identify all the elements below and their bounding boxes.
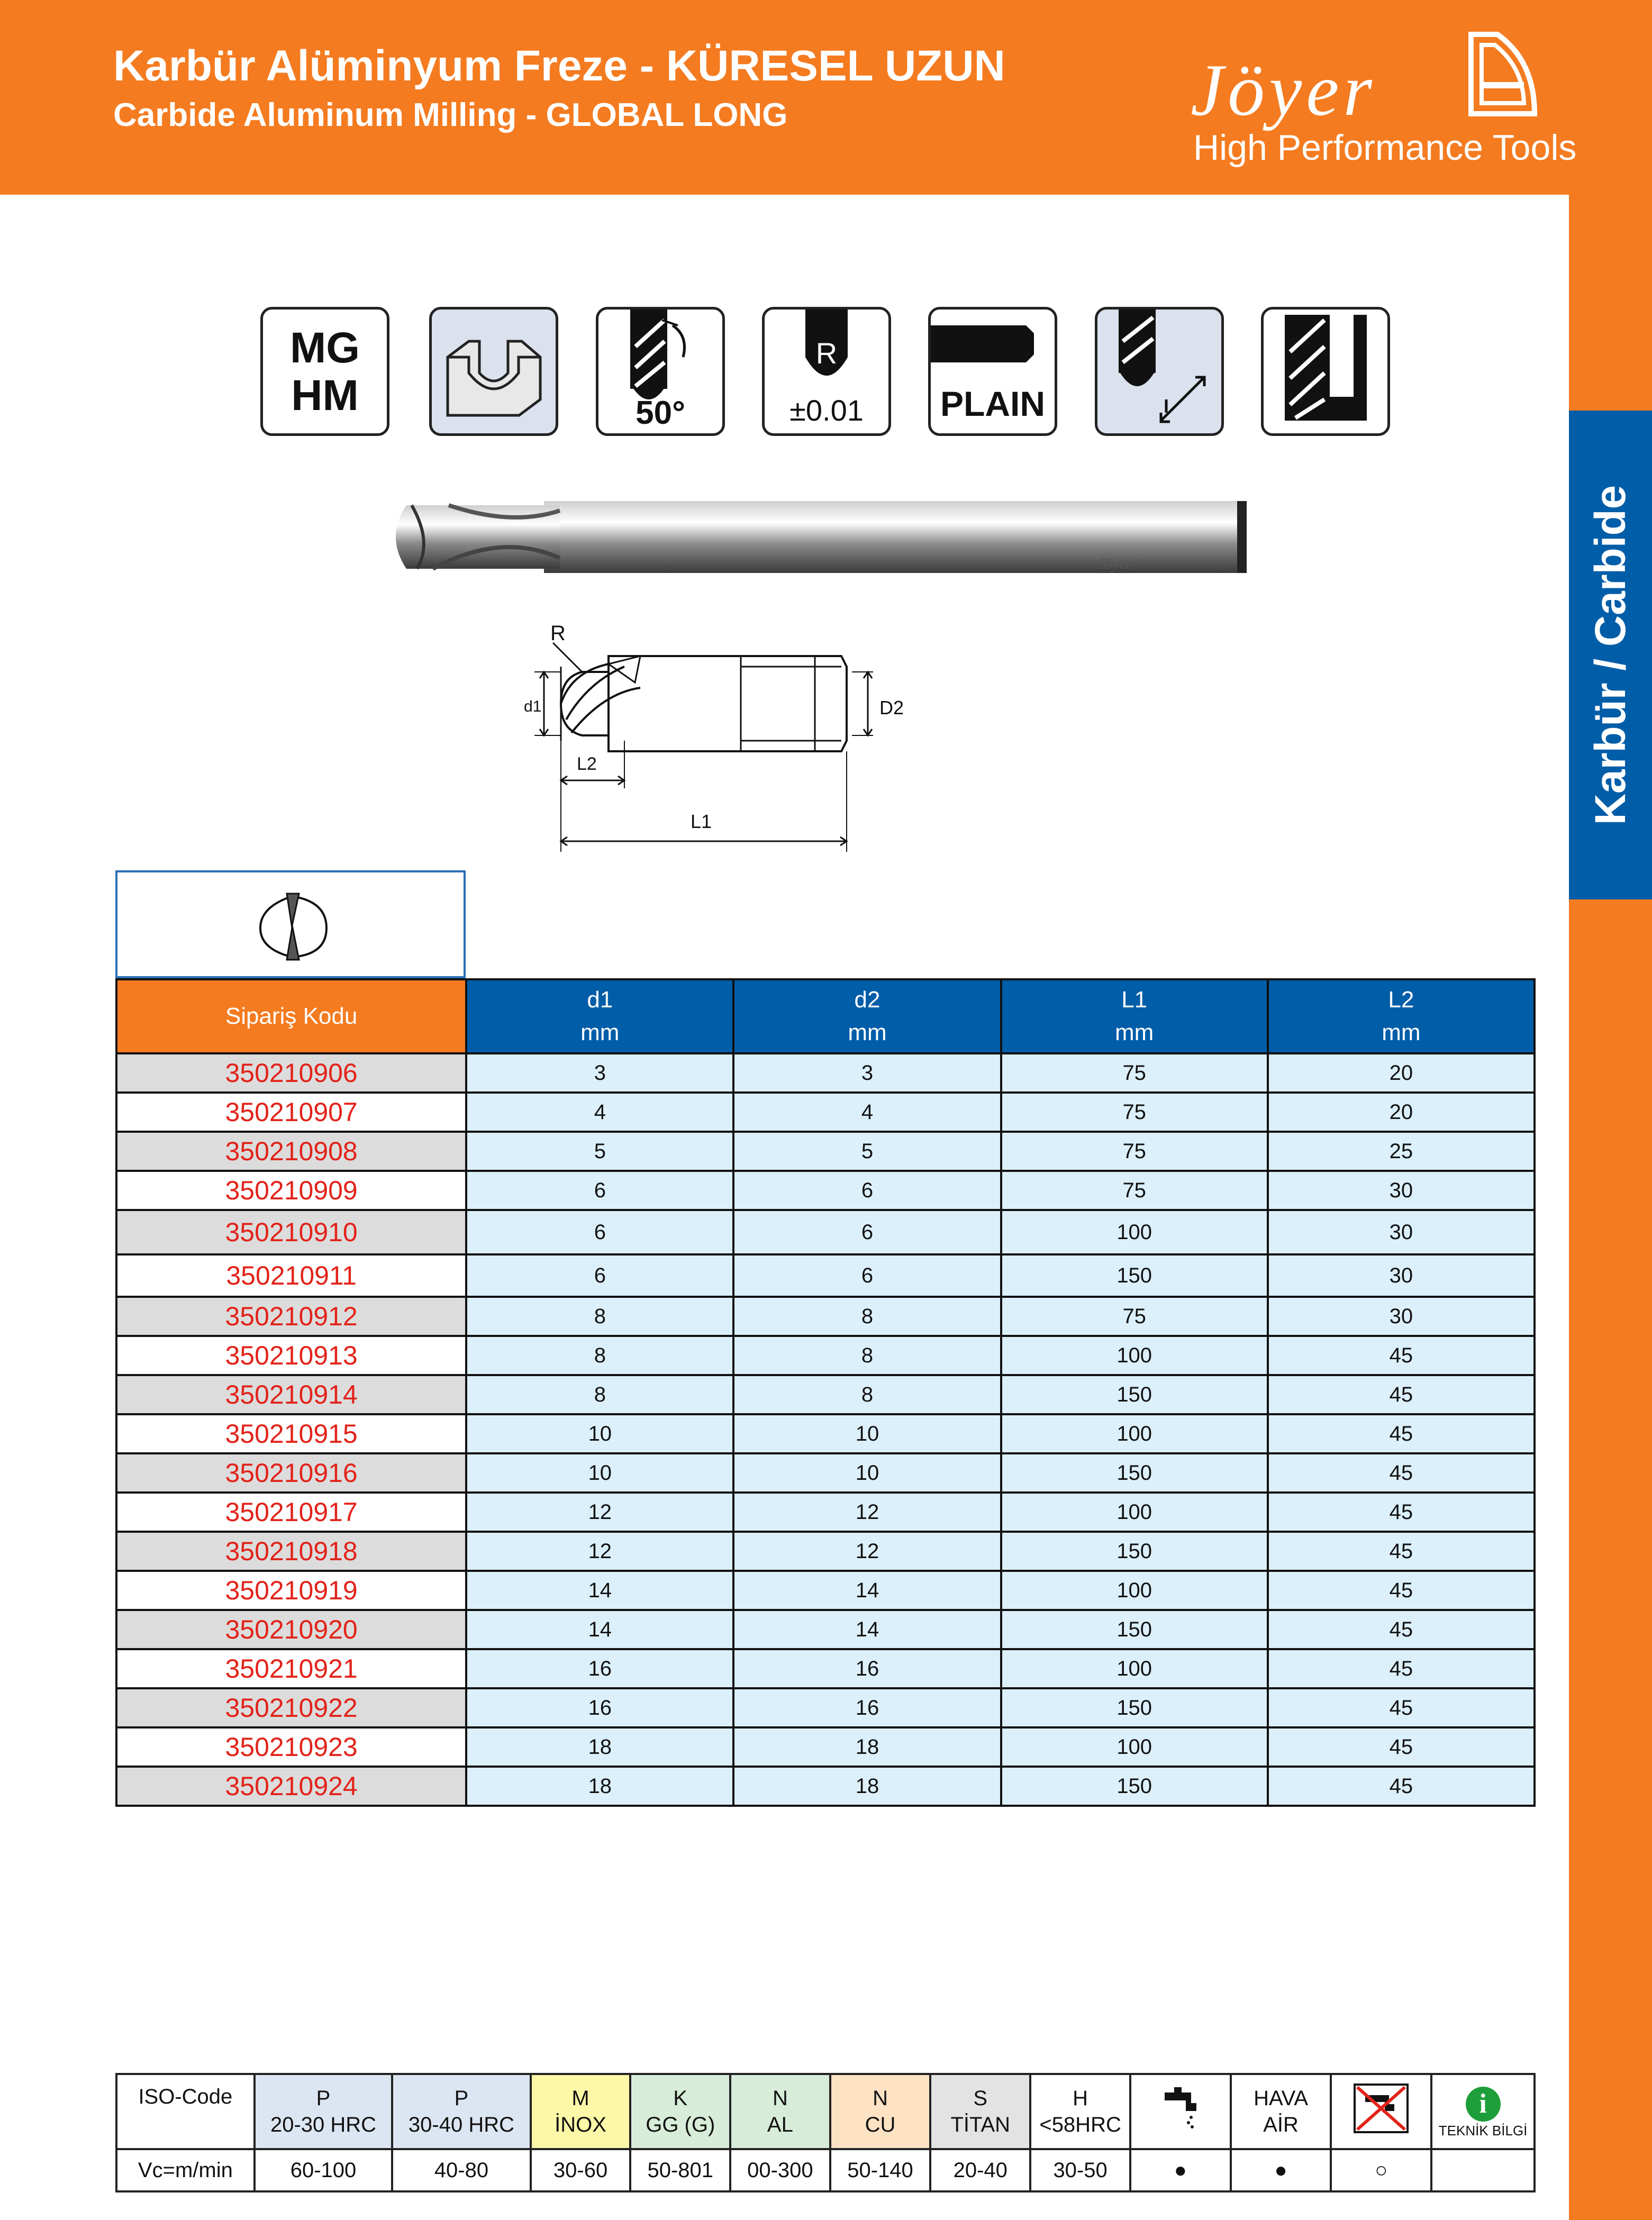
- header-banner: [0, 0, 1652, 195]
- product-table: [115, 978, 1536, 1807]
- order-code-header: Sipariş Kodu: [116, 979, 466, 1053]
- photo-engraving: Jöyer: [1097, 555, 1132, 572]
- d2-value: 4: [733, 1093, 1001, 1132]
- d2-value: 14: [733, 1571, 1001, 1610]
- l2-value: 45: [1268, 1649, 1535, 1688]
- table-row: [116, 1053, 1535, 1093]
- iso-vc-row: [116, 2149, 1535, 2191]
- plain-shank-icon: [928, 307, 1057, 436]
- table-row: [116, 1571, 1535, 1610]
- order-code: 350210920: [116, 1610, 466, 1649]
- multi-direction-milling-icon: [1095, 307, 1224, 436]
- l1-value: 100: [1001, 1414, 1268, 1453]
- diagram-r-label: R: [550, 622, 566, 645]
- iso-m-inox: M İNOX: [531, 2074, 631, 2149]
- diagram-d2-label: D2: [879, 697, 904, 718]
- l1-value: 75: [1001, 1053, 1268, 1093]
- order-code: 350210913: [116, 1336, 466, 1375]
- iso-h-hard: H <58HRC: [1030, 2074, 1130, 2149]
- d2-value: 8: [733, 1375, 1001, 1414]
- l1-value: 150: [1001, 1767, 1268, 1806]
- l2-header: L2 mm: [1268, 979, 1535, 1053]
- table-row: [116, 1727, 1535, 1767]
- coolant-mark: ●: [1130, 2149, 1231, 2191]
- info-cell[interactable]: [1431, 2074, 1535, 2149]
- vc-value: 00-300: [730, 2149, 830, 2191]
- helix-angle-icon: [596, 307, 725, 436]
- d2-value: 8: [733, 1297, 1001, 1336]
- d2-value: 18: [733, 1727, 1001, 1767]
- l1-value: 100: [1001, 1210, 1268, 1254]
- d2-header: d2 mm: [733, 979, 1001, 1053]
- order-code: 350210917: [116, 1493, 466, 1532]
- vc-value: 50-140: [830, 2149, 931, 2191]
- d1-value: 6: [466, 1254, 733, 1297]
- table-row: [116, 1210, 1535, 1254]
- d1-value: 10: [466, 1453, 733, 1493]
- vc-value: 60-100: [255, 2149, 392, 2191]
- d1-value: 18: [466, 1767, 733, 1806]
- l2-value: 45: [1268, 1688, 1535, 1727]
- d2-value: 16: [733, 1688, 1001, 1727]
- l1-header: L1 mm: [1001, 979, 1268, 1053]
- l1-value: 75: [1001, 1132, 1268, 1171]
- l2-value: 45: [1268, 1414, 1535, 1453]
- d1-value: 12: [466, 1532, 733, 1571]
- table-row: [116, 1688, 1535, 1727]
- table-header-row: [116, 979, 1535, 1053]
- table-row: [116, 1297, 1535, 1336]
- air-mark: ●: [1231, 2149, 1331, 2191]
- table-row: [116, 1336, 1535, 1375]
- l1-value: 75: [1001, 1093, 1268, 1132]
- dry-cell: [1331, 2074, 1431, 2149]
- table-row: [116, 1493, 1535, 1532]
- info-label: TEKNİK BİLGİ: [1438, 2123, 1528, 2139]
- iso-n-al: N AL: [730, 2074, 830, 2149]
- d1-value: 8: [466, 1336, 733, 1375]
- diagram-l1-label: L1: [691, 811, 712, 832]
- l2-value: 30: [1268, 1254, 1535, 1297]
- material-mg-hm-icon: [260, 307, 389, 436]
- l2-value: 45: [1268, 1767, 1535, 1806]
- d1-value: 16: [466, 1688, 733, 1727]
- d2-value: 10: [733, 1453, 1001, 1493]
- d1-value: 16: [466, 1649, 733, 1688]
- info-icon[interactable]: i: [1466, 2087, 1501, 2122]
- brand-logo-icon: [1466, 29, 1540, 119]
- l2-value: 30: [1268, 1210, 1535, 1254]
- slot-groove-icon: [429, 307, 558, 436]
- d2-value: 8: [733, 1336, 1001, 1375]
- order-code: 350210909: [116, 1171, 466, 1210]
- radius-tolerance-label: ±0.01: [789, 394, 864, 427]
- d1-value: 6: [466, 1210, 733, 1254]
- l1-value: 150: [1001, 1453, 1268, 1493]
- vc-label: Vc=m/min: [116, 2149, 255, 2191]
- l1-value: 100: [1001, 1727, 1268, 1767]
- l1-value: 100: [1001, 1649, 1268, 1688]
- helix-angle-label: 50°: [636, 395, 685, 431]
- order-code: 350210921: [116, 1649, 466, 1688]
- l2-value: 25: [1268, 1132, 1535, 1171]
- l2-value: 45: [1268, 1336, 1535, 1375]
- order-code: 350210907: [116, 1093, 466, 1132]
- d1-value: 5: [466, 1132, 733, 1171]
- l2-value: 45: [1268, 1727, 1535, 1767]
- order-code: 350210911: [116, 1254, 466, 1297]
- iso-material-row: [116, 2074, 1535, 2149]
- order-code: 350210918: [116, 1532, 466, 1571]
- radius-letter: R: [815, 336, 838, 370]
- material-line-1: MG: [289, 324, 360, 372]
- tool-dimension-diagram: [503, 614, 1138, 857]
- l2-value: 45: [1268, 1532, 1535, 1571]
- table-row: [116, 1171, 1535, 1210]
- d1-value: 4: [466, 1093, 733, 1132]
- coolant-tap-icon: [1159, 2085, 1202, 2132]
- l2-value: 45: [1268, 1571, 1535, 1610]
- coolant-cell: [1130, 2074, 1231, 2149]
- d2-value: 6: [733, 1210, 1001, 1254]
- no-coolant-icon: [1352, 2082, 1410, 2135]
- table-row: [116, 1375, 1535, 1414]
- d2-value: 5: [733, 1132, 1001, 1171]
- info-blank: [1431, 2149, 1535, 2191]
- diagram-l2-label: L2: [577, 754, 597, 774]
- d2-value: 16: [733, 1649, 1001, 1688]
- l1-value: 150: [1001, 1688, 1268, 1727]
- iso-cutting-table: [115, 2073, 1536, 2192]
- d2-value: 14: [733, 1610, 1001, 1649]
- order-code: 350210912: [116, 1297, 466, 1336]
- table-row: [116, 1132, 1535, 1171]
- d1-value: 14: [466, 1610, 733, 1649]
- iso-s-titan: S TİTAN: [930, 2074, 1030, 2149]
- order-code: 350210914: [116, 1375, 466, 1414]
- d1-value: 3: [466, 1053, 733, 1093]
- order-code: 350210908: [116, 1132, 466, 1171]
- vc-value: 30-60: [531, 2149, 631, 2191]
- d1-value: 8: [466, 1297, 733, 1336]
- d2-value: 12: [733, 1532, 1001, 1571]
- d1-value: 12: [466, 1493, 733, 1532]
- order-code: 350210922: [116, 1688, 466, 1727]
- order-code: 350210916: [116, 1453, 466, 1493]
- vc-value: 50-801: [630, 2149, 730, 2191]
- side-milling-icon: [1261, 307, 1390, 436]
- d1-value: 18: [466, 1727, 733, 1767]
- table-row: [116, 1254, 1535, 1297]
- iso-p-low: P 20-30 HRC: [255, 2074, 392, 2149]
- side-tab-label: Karbür / Carbide: [1586, 485, 1635, 825]
- page-subtitle: Carbide Aluminum Milling - GLOBAL LONG: [113, 97, 788, 133]
- order-code: 350210910: [116, 1210, 466, 1254]
- d2-value: 3: [733, 1053, 1001, 1093]
- l1-value: 75: [1001, 1171, 1268, 1210]
- table-row: [116, 1532, 1535, 1571]
- d2-value: 18: [733, 1767, 1001, 1806]
- d2-value: 6: [733, 1171, 1001, 1210]
- table-row: [116, 1453, 1535, 1493]
- l1-value: 100: [1001, 1571, 1268, 1610]
- iso-k-cast: K GG (G): [630, 2074, 730, 2149]
- l2-value: 20: [1268, 1093, 1535, 1132]
- d2-value: 6: [733, 1254, 1001, 1297]
- ball-profile-box: [115, 870, 466, 978]
- material-line-2: HM: [291, 371, 359, 420]
- order-code: 350210923: [116, 1727, 466, 1767]
- l2-value: 45: [1268, 1375, 1535, 1414]
- d2-value: 12: [733, 1493, 1001, 1532]
- l1-value: 100: [1001, 1493, 1268, 1532]
- l1-value: 150: [1001, 1375, 1268, 1414]
- l2-value: 45: [1268, 1610, 1535, 1649]
- d1-value: 6: [466, 1171, 733, 1210]
- d1-value: 10: [466, 1414, 733, 1453]
- d1-value: 14: [466, 1571, 733, 1610]
- l1-value: 150: [1001, 1532, 1268, 1571]
- brand-tagline: High Performance Tools: [1193, 128, 1577, 168]
- table-row: [116, 1767, 1535, 1806]
- l1-value: 150: [1001, 1254, 1268, 1297]
- radius-tolerance-icon: [762, 307, 891, 436]
- iso-p-high: P 30-40 HRC: [392, 2074, 530, 2149]
- iso-code-label: ISO-Code: [116, 2074, 255, 2149]
- order-code: 350210915: [116, 1414, 466, 1453]
- table-row: [116, 1610, 1535, 1649]
- shank-type-label: PLAIN: [940, 384, 1045, 423]
- table-row: [116, 1414, 1535, 1453]
- table-row: [116, 1649, 1535, 1688]
- l1-value: 75: [1001, 1297, 1268, 1336]
- dry-mark: ○: [1331, 2149, 1431, 2191]
- order-code: 350210906: [116, 1053, 466, 1093]
- l1-value: 150: [1001, 1610, 1268, 1649]
- order-code: 350210924: [116, 1767, 466, 1806]
- air-cell: HAVA AİR: [1231, 2074, 1331, 2149]
- iso-n-cu: N CU: [830, 2074, 931, 2149]
- order-code: 350210919: [116, 1571, 466, 1610]
- diagram-d1-label: d1: [524, 698, 542, 715]
- brand-name: Jöyer: [1191, 49, 1376, 131]
- l2-value: 45: [1268, 1493, 1535, 1532]
- l2-value: 45: [1268, 1453, 1535, 1493]
- vc-value: 40-80: [392, 2149, 530, 2191]
- ball-nose-profile-icon: [252, 886, 332, 965]
- l1-value: 100: [1001, 1336, 1268, 1375]
- l2-value: 30: [1268, 1297, 1535, 1336]
- vc-value: 20-40: [930, 2149, 1030, 2191]
- d1-header: d1 mm: [466, 979, 733, 1053]
- l2-value: 30: [1268, 1171, 1535, 1210]
- d1-value: 8: [466, 1375, 733, 1414]
- l2-value: 20: [1268, 1053, 1535, 1093]
- product-photo: [385, 495, 1253, 579]
- page-title: Karbür Alüminyum Freze - KÜRESEL UZUN: [113, 42, 1005, 90]
- vc-value: 30-50: [1030, 2149, 1130, 2191]
- table-row: [116, 1093, 1535, 1132]
- d2-value: 10: [733, 1414, 1001, 1453]
